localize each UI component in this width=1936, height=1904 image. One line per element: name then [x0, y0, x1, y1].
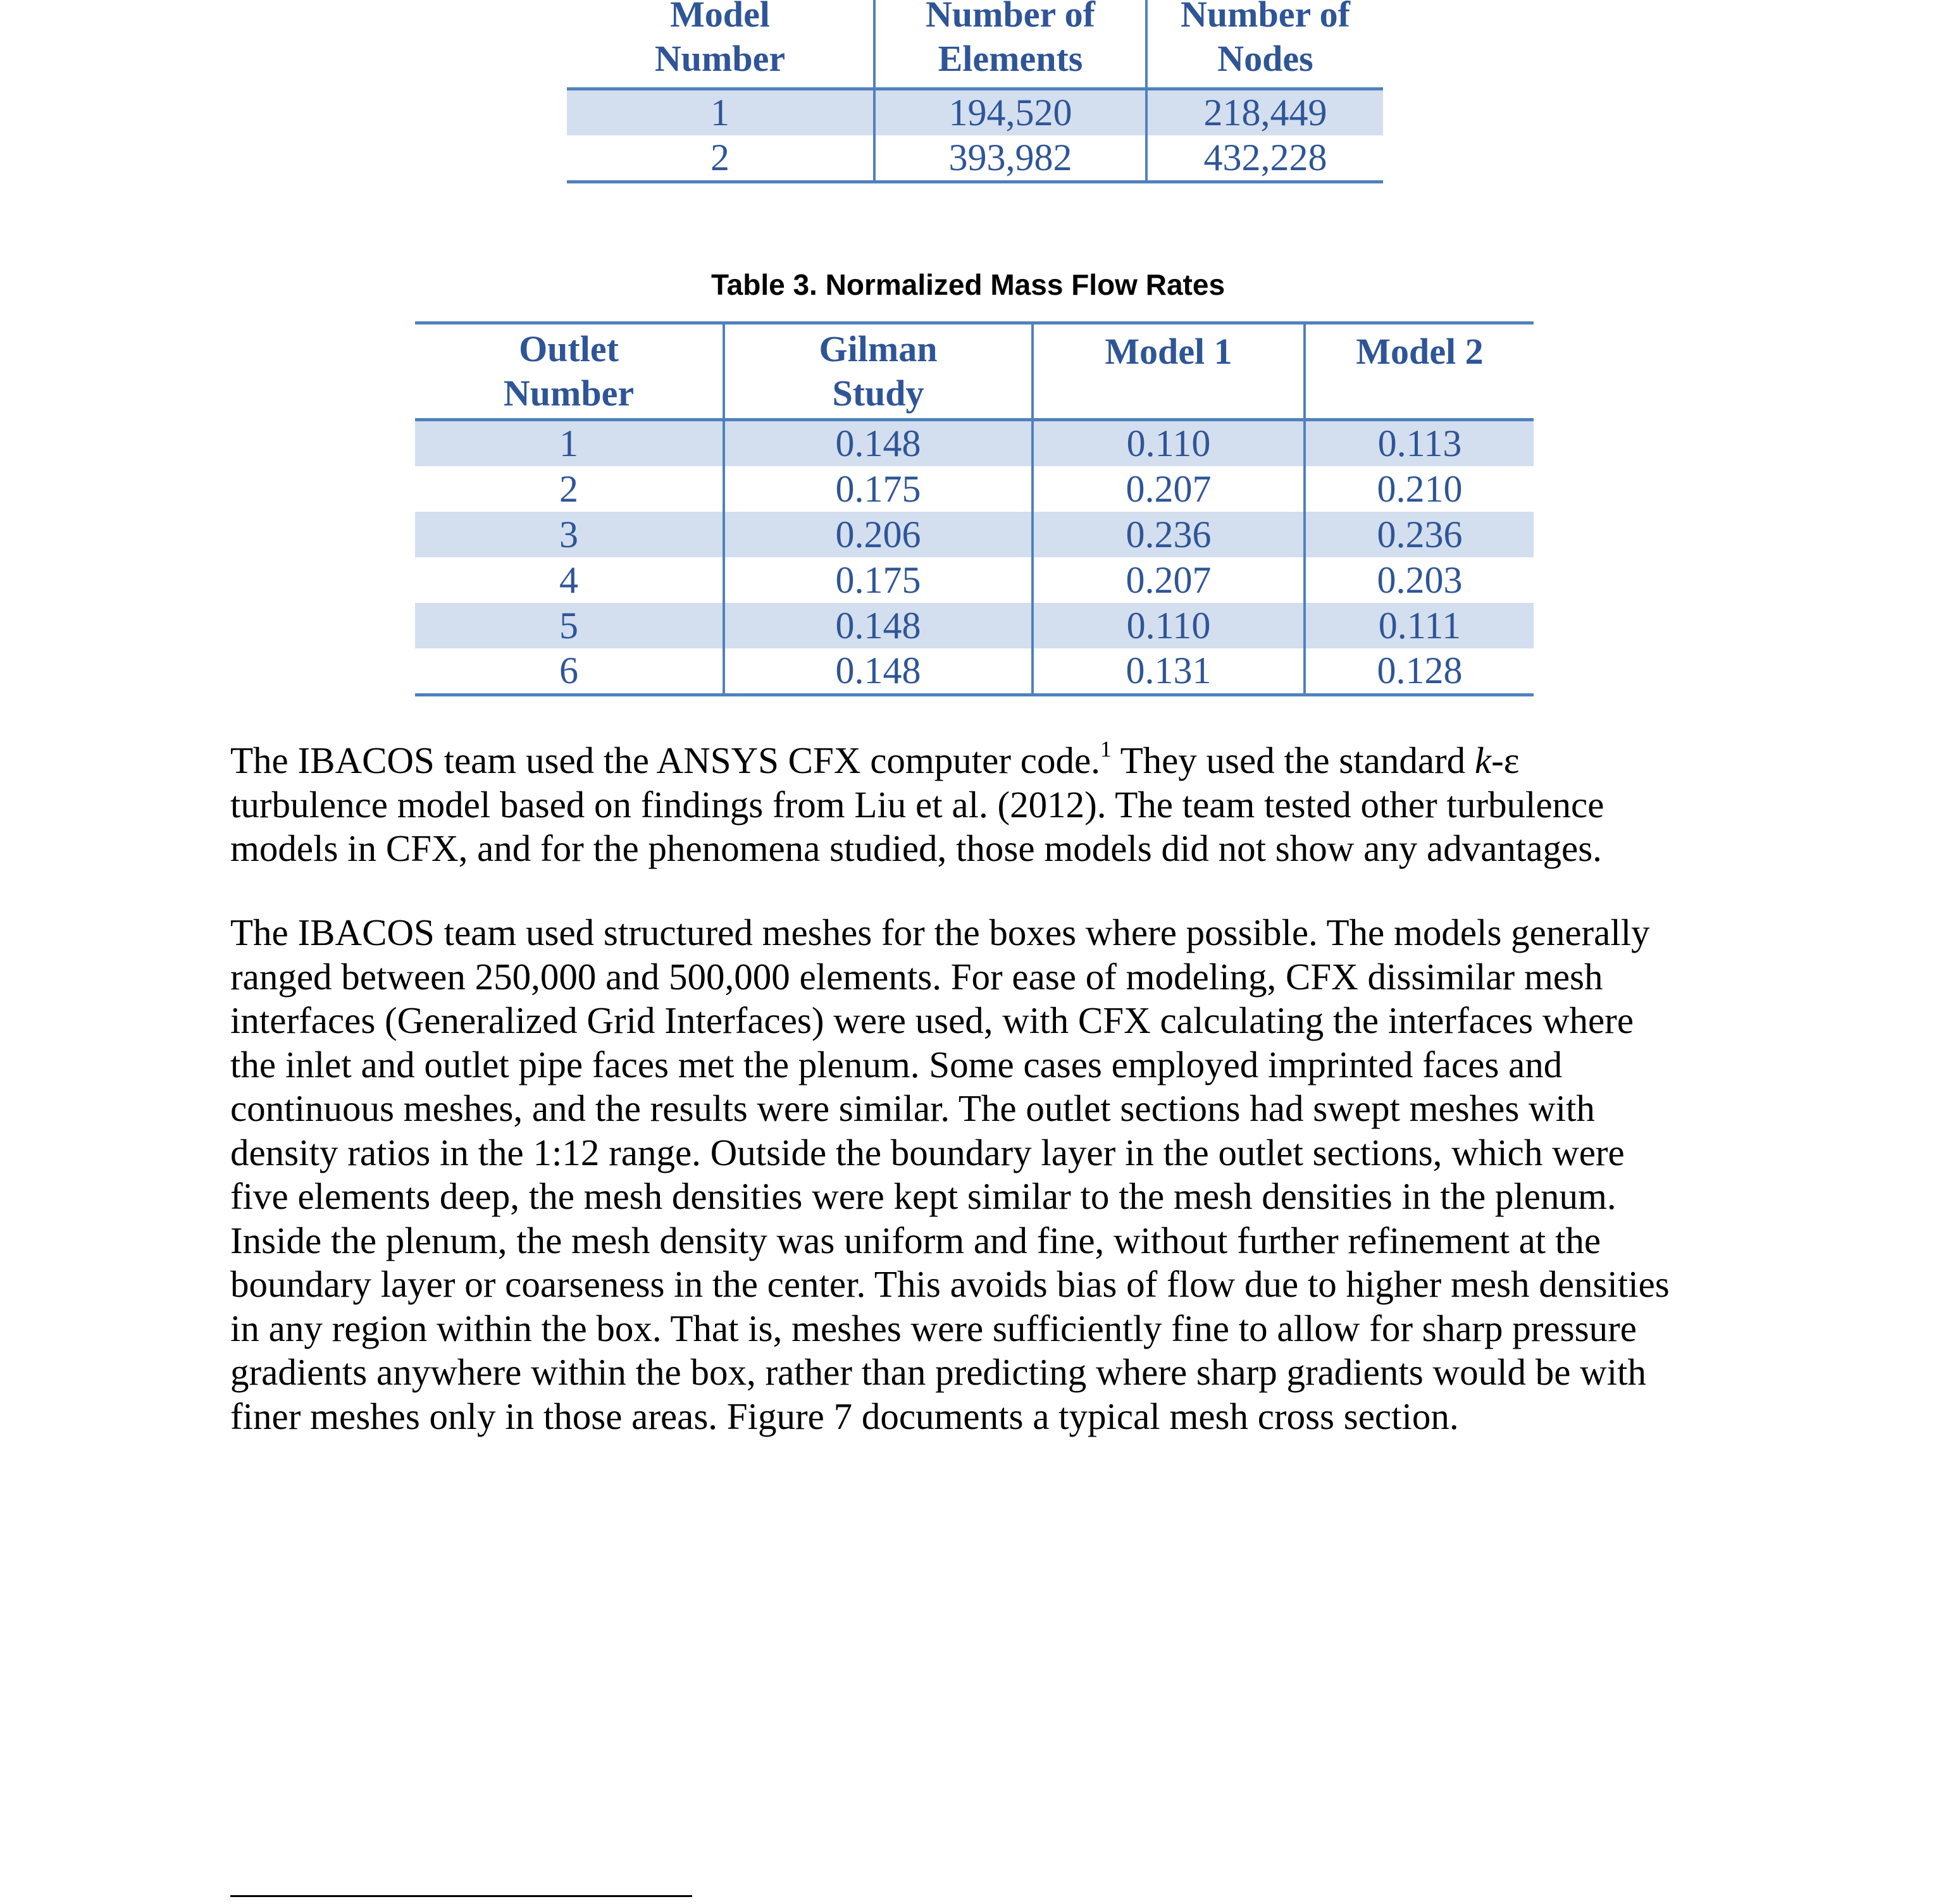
para-line: They used the standard	[1111, 739, 1475, 781]
body-paragraph-meshes	[230, 911, 1749, 1438]
para-line: finer meshes only in those areas. Figure 7 documents a typical mesh cross section.	[230, 1395, 1459, 1437]
para-line: turbulence model based on findings from Liu et al. (2012). The team tested other turbulence	[230, 783, 1604, 825]
header-model-2: Model 2	[1305, 323, 1534, 420]
table-cell: 0.236	[1033, 512, 1305, 557]
table-row	[415, 512, 1534, 557]
table-cell: 0.110	[1033, 603, 1305, 648]
para-line: models in CFX, and for the phenomena studied, those models did not show any advantages.	[230, 827, 1602, 869]
table-cell: 218,449	[1146, 89, 1383, 135]
table-cell: 0.207	[1033, 466, 1305, 512]
para-line: The IBACOS team used the ANSYS CFX computer code.	[230, 739, 1100, 781]
table-row	[415, 420, 1534, 467]
table-cell: 0.148	[724, 420, 1033, 467]
table-cell: 2	[567, 135, 874, 182]
table-cell: 0.236	[1305, 512, 1534, 557]
table-cell: 3	[415, 512, 724, 557]
table-cell: 0.131	[1033, 648, 1305, 695]
table-cell: 0.206	[724, 512, 1033, 557]
table-cell: 393,982	[874, 135, 1146, 182]
para-line: gradients anywhere within the box, rather than predicting where sharp gradients would be with	[230, 1351, 1647, 1393]
table-cell: 0.210	[1305, 466, 1534, 512]
para-line: The IBACOS team used structured meshes for the boxes where possible. The models generally	[230, 912, 1650, 953]
header-number-of-nodes: Number of Nodes	[1146, 0, 1383, 89]
table-header-row	[415, 323, 1534, 420]
para-line: interfaces (Generalized Grid Interfaces) were used, with CFX calculating the interfaces where	[230, 999, 1634, 1041]
table-header-row	[567, 0, 1383, 89]
table-row	[415, 466, 1534, 512]
table-row	[415, 648, 1534, 695]
footnote-separator	[230, 1895, 692, 1897]
para-line: Inside the plenum, the mesh density was uniform and fine, without further refinement at the	[230, 1219, 1601, 1261]
para-line: continuous meshes, and the results were similar. The outlet sections had swept meshes with	[230, 1087, 1595, 1129]
header-model-number: Model Number	[567, 0, 874, 89]
table-cell: 0.148	[724, 603, 1033, 648]
mesh-size-table	[567, 0, 1383, 183]
table-cell: 1	[415, 420, 724, 467]
italic-variable: k	[1474, 739, 1492, 781]
table-cell: 0.203	[1305, 557, 1534, 603]
table-cell: 0.207	[1033, 557, 1305, 603]
table-cell: 0.175	[724, 466, 1033, 512]
table-row	[567, 135, 1383, 182]
table-caption: Table 3. Normalized Mass Flow Rates	[710, 268, 1226, 301]
header-model-1: Model 1	[1033, 323, 1305, 420]
para-line: the inlet and outlet pipe faces met the plenum. Some cases employed imprinted faces and	[230, 1043, 1563, 1085]
header-number-of-elements: Number of Elements	[874, 0, 1146, 89]
header-outlet-number: Outlet Number	[415, 323, 724, 420]
footnote-reference: 1	[1100, 736, 1112, 762]
table-cell: 0.148	[724, 648, 1033, 695]
body-paragraph-cfx-code	[230, 736, 1749, 871]
table-cell: 6	[415, 648, 724, 695]
table-cell: 194,520	[874, 89, 1146, 135]
para-line: boundary layer or coarseness in the center. This avoids bias of flow due to higher mesh densities	[230, 1263, 1670, 1305]
table-cell: 1	[567, 89, 874, 135]
para-line: -ε	[1491, 739, 1520, 781]
table-cell: 0.128	[1305, 648, 1534, 695]
table-row	[567, 89, 1383, 135]
para-line: ranged between 250,000 and 500,000 elements. For ease of modeling, CFX dissimilar mesh	[230, 955, 1603, 998]
table-cell: 4	[559, 559, 578, 601]
table-cell: 2	[559, 467, 578, 510]
header-gilman-study: Gilman Study	[724, 323, 1033, 420]
mass-flow-table	[415, 321, 1534, 696]
table-cell: 0.175	[724, 557, 1033, 603]
table-row	[415, 603, 1534, 648]
table-cell: 0.111	[1305, 603, 1534, 648]
para-line: in any region within the box. That is, meshes were sufficiently fine to allow for sharp pressure	[230, 1307, 1637, 1349]
table-cell: 0.110	[1033, 420, 1305, 467]
table-cell: 0.113	[1305, 420, 1534, 467]
para-line: five elements deep, the mesh densities were kept similar to the mesh densities in the plenum.	[230, 1175, 1616, 1217]
para-line: density ratios in the 1:12 range. Outside the boundary layer in the outlet sections, which were	[230, 1131, 1625, 1173]
table-cell: 432,228	[1146, 135, 1383, 182]
table-cell: 5	[415, 603, 724, 648]
table-row	[415, 557, 1534, 603]
